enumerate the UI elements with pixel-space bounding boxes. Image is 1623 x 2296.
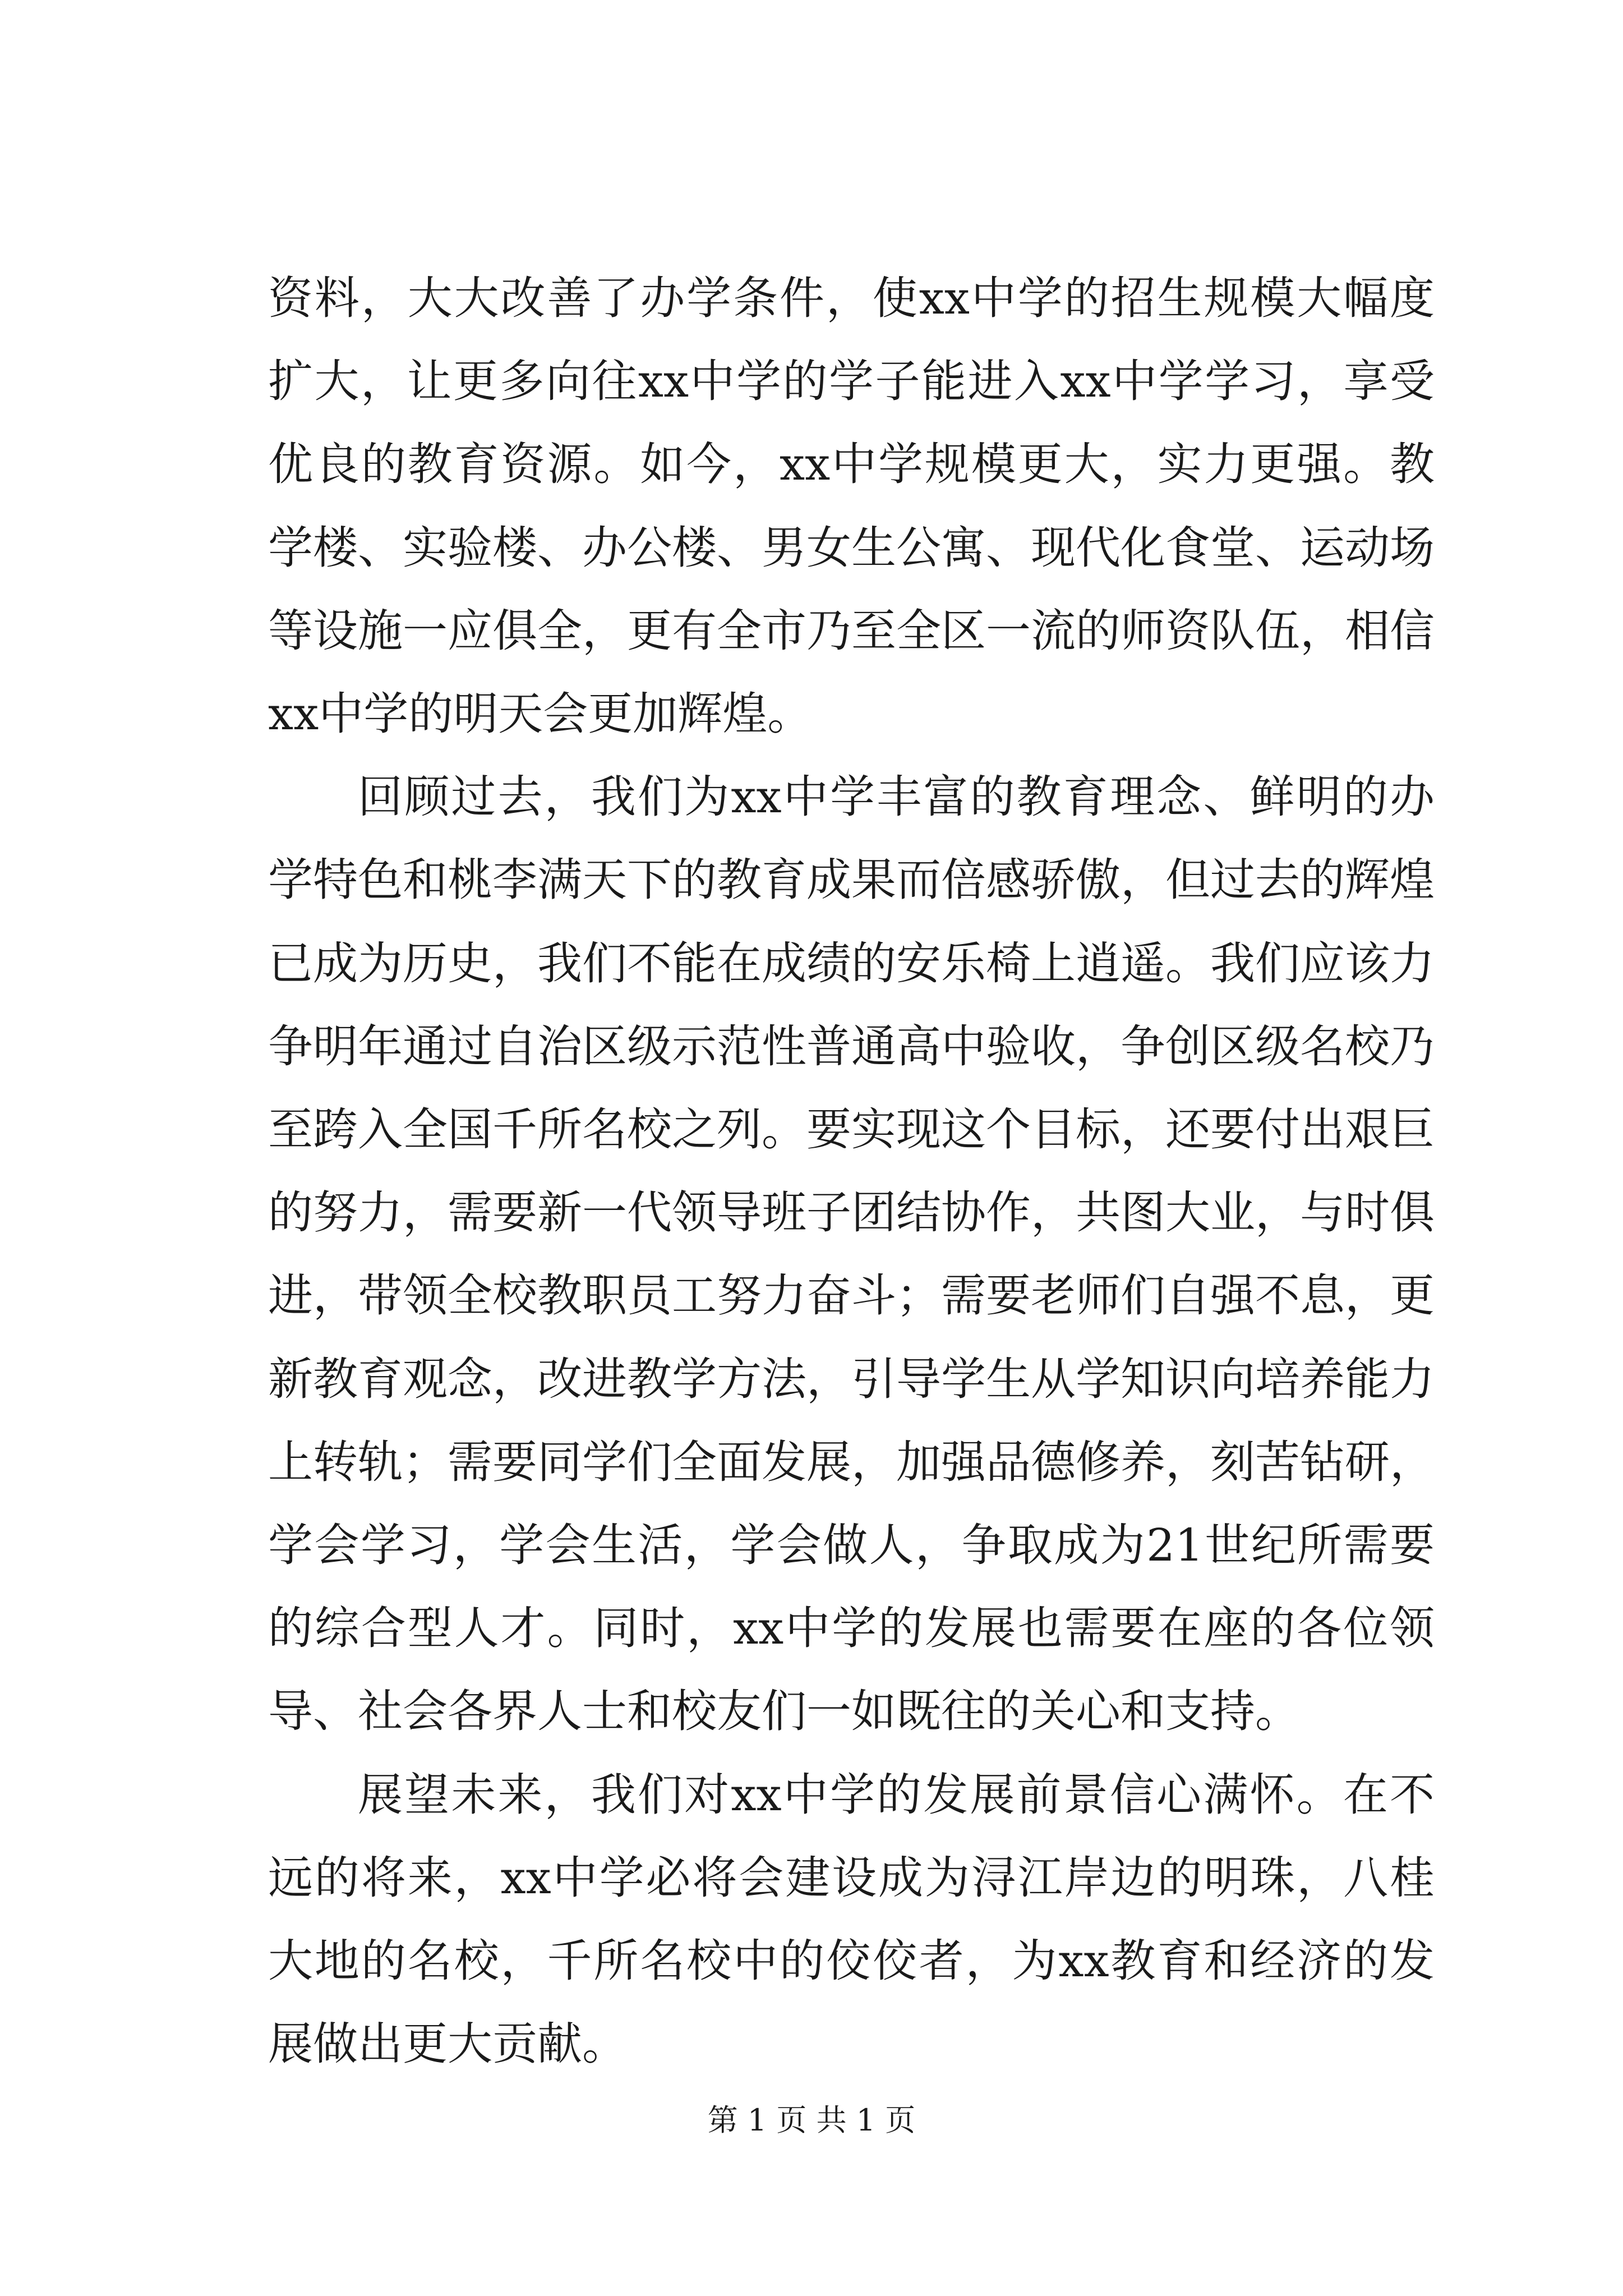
paragraph-3: 展望未来，我们对xx中学的发展前景信心满怀。在不远的将来，xx中学必将会建设成为浔江岸边的明珠，八桂大地的名校，千所名校中的佼佼者，为xx教育和经济的发展做出更大贡献。 (268, 1768, 1435, 2070)
paragraph-1: 资料，大大改善了办学条件，使xx中学的招生规模大幅度扩大，让更多向往xx中学的学子能进入xx中学学习，享受优良的教育资源。如今，xx中学规模更大，实力更强。教学楼、实验楼、办公楼、男女生公寓、现代化食堂、运动场等设施一应俱全，更有全市乃至全区一流的师资队伍，相信xx中学的明天会更加辉煌。 (268, 272, 1435, 740)
page-number-footer: 第 1 页 共 1 页 (707, 2102, 916, 2138)
paragraph-2: 回顾过去，我们为xx中学丰富的教育理念、鲜明的办学特色和桃李满天下的教育成果而倍感骄傲，但过去的辉煌已成为历史，我们不能在成绩的安乐椅上逍遥。我们应该力争明年通过自治区级示范性普通高中验收，争创区级名校乃至跨入全国千所名校之列。要实现这个目标，还要付出艰巨的努力，需要新一代领导班子团结协作，共图大业，与时俱进，带领全校教职员工努力奋斗；需要老师们自强不息，更新教育观念，改进教学方法，引导学生从学知识向培养能力上转轨；需要同学们全面发展，加强品德修养，刻苦钻研，学会学习，学会生活，学会做人，争取成为21世纪所需要的综合型人才。同时，xx中学的发展也需要在座的各位领导、社会各界人士和校友们一如既往的关心和支持。 (268, 771, 1435, 1738)
document-body (268, 257, 1435, 2086)
